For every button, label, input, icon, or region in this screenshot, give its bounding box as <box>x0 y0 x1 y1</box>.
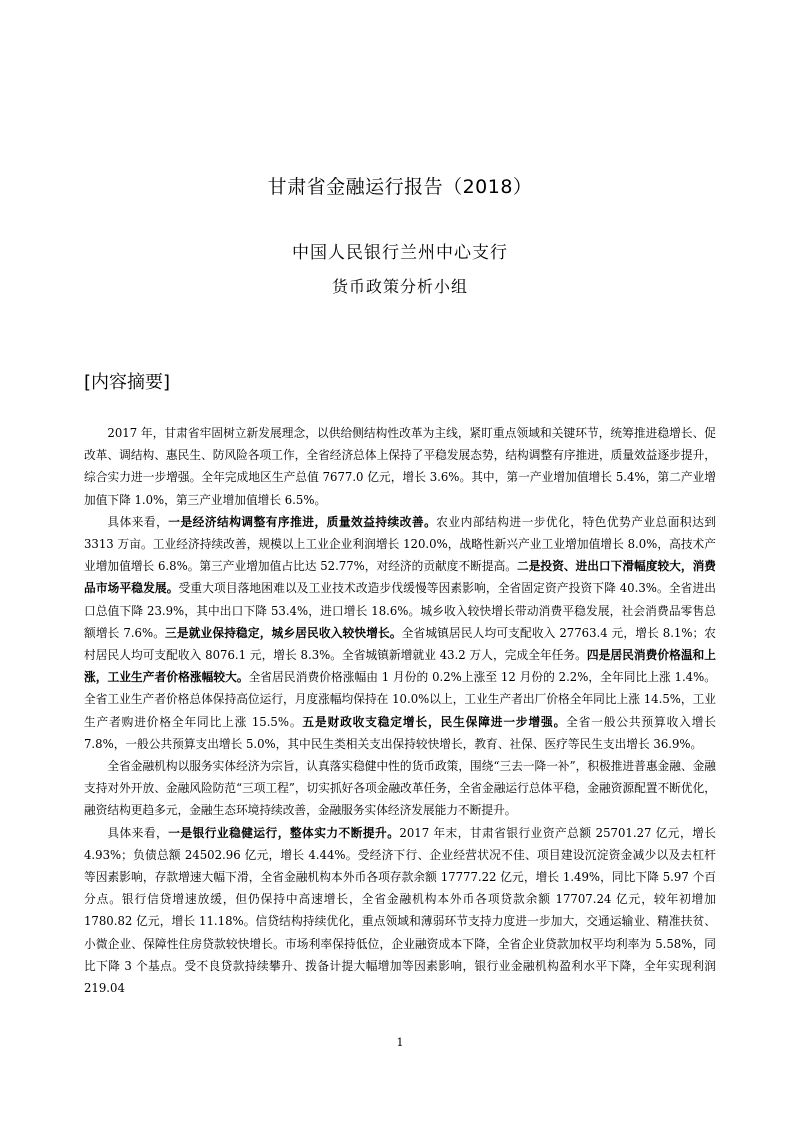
paragraph <box>84 422 716 511</box>
bold-run: 二是投资、进出口下滑幅度较大，消费品市场平稳发展。 <box>84 559 716 596</box>
text-run: 全省居民消费价格涨幅由 1 月份的 0.2%上涨至 12 月份的 2.2%，全年同比上涨 1.4%。全省工业生产者价格总体保持高位运行，月度涨幅均保持在 10.0%以上，工业生产者出厂价格全年同比上涨 14.5%，工业生产者购进价格全年同比上涨 15.5%。 <box>84 670 716 729</box>
bold-run: 一是银行业稳健运行，整体实力不断提升。 <box>168 825 400 840</box>
text-run: 农业内部结构进一步优化，特色优势产业总面积达到 3313 万亩。工业经济持续改善，规模以上工业企业利润增长 120.0%，战略性新兴产业工业增加值增长 8.0%，高技术产业增加值增长 6.8%。第三产业增加值占比达 52.77%，对经济的贡献度不断提高。 <box>84 514 716 574</box>
text-run: 具体来看， <box>107 825 169 840</box>
text-run: 全省城镇居民人均可支配收入 27763.4 元，增长 8.1%；农村居民人均可支配收入 8076.1 元，增长 8.3%。全省城镇新增就业 43.2 万人，完成全年任务。 <box>84 625 716 663</box>
page-number: 1 <box>396 1036 404 1049</box>
bold-run: 四是居民消费价格温和上涨，工业生产者价格涨幅较大。 <box>84 648 716 685</box>
bold-run: 五是财政收支稳定增长，民生保障进一步增强。 <box>302 714 567 729</box>
bold-run: 一是经济结构调整有序推进，质量效益持续改善。 <box>168 514 437 529</box>
paragraph <box>84 511 716 755</box>
section-heading: [内容摘要] <box>84 372 171 393</box>
report-title: 甘肃省金融运行报告（2018） <box>267 176 533 198</box>
author-organization: 中国人民银行兰州中心支行 <box>292 243 508 263</box>
paragraph <box>84 822 716 1000</box>
text-run: 2017 年末，甘肃省银行业资产总额 25701.27 亿元，增长 4.93%；负债总额 24502.96 亿元，增长 4.44%。受经济下行、企业经营状况不佳、项目建设沉淀资金减少以及去杠杆等因素影响，存款增速大幅下滑，全省金融机构本外币各项存款余额 17777.22 亿元，增长 1.49%，同比下降 5.97 个百分点。银行信贷增速放缓，但仍保持中高速增长，全省金融机构本外币各项贷款余额 17707.24 亿元，较年初增加 1780.82 亿元，增长 11.18%。信贷结构持续优化，重点领域和薄弱环节支持力度进一步加大，交通运输业、精准扶贫、小微企业、保障性住房贷款较快增长。市场利率保持低位，企业融资成本下降，全省企业贷款加权平均利率为 5.58%，同比下降 3 个基点。受不良贷款持续攀升、拨备计提大幅增加等因素影响，银行业金融机构盈利水平下降，全年实现利润 219.04 <box>84 825 716 996</box>
text-run: 2017 年，甘肃省牢固树立新发展理念，以供给侧结构性改革为主线，紧盯重点领域和关键环节，统筹推进稳增长、促改革、调结构、惠民生、防风险各项工作，全省经济总体上保持了平稳发展态势，结构调整有序推进，质量效益逐步提升，综合实力进一步增强。全年完成地区生产总值 7677.0 亿元，增长 3.6%。其中，第一产业增加值增长 5.4%，第二产业增加值下降 1.0%，第三产业增加值增长 6.5%。 <box>84 426 716 507</box>
text-run: 具体来看， <box>107 514 169 529</box>
bold-run: 三是就业保持稳定，城乡居民收入较快增长。 <box>165 625 402 640</box>
paragraph <box>84 755 716 822</box>
text-run: 全省金融机构以服务实体经济为宗旨，认真落实稳健中性的货币政策，围绕“三去一降一补”，积极推进普惠金融、金融支持对外开放、金融风险防范“三项工程”，切实抓好各项金融改革任务，全省金融运行总体平稳，金融资源配置不断优化，融资结构更趋多元，金融生态环境持续改善，金融服务实体经济发展能力不断提升。 <box>84 759 716 818</box>
author-group: 货币政策分析小组 <box>331 277 468 296</box>
text-run: 全省一般公共预算收入增长 7.8%，一般公共预算支出增长 5.0%，其中民生类相关支出保持较快增长，教育、社保、医疗等民生支出增长 36.9%。 <box>84 714 716 751</box>
text-run: 受重大项目落地困难以及工业技术改造步伐缓慢等因素影响，全省固定资产投资下降 40.3%。全省进出口总值下降 23.9%，其中出口下降 53.4%，进口增长 18.6%。城乡收入较快增长带动消费平稳发展，社会消费品零售总额增长 7.6%。 <box>84 581 716 640</box>
abstract-body <box>84 422 716 999</box>
